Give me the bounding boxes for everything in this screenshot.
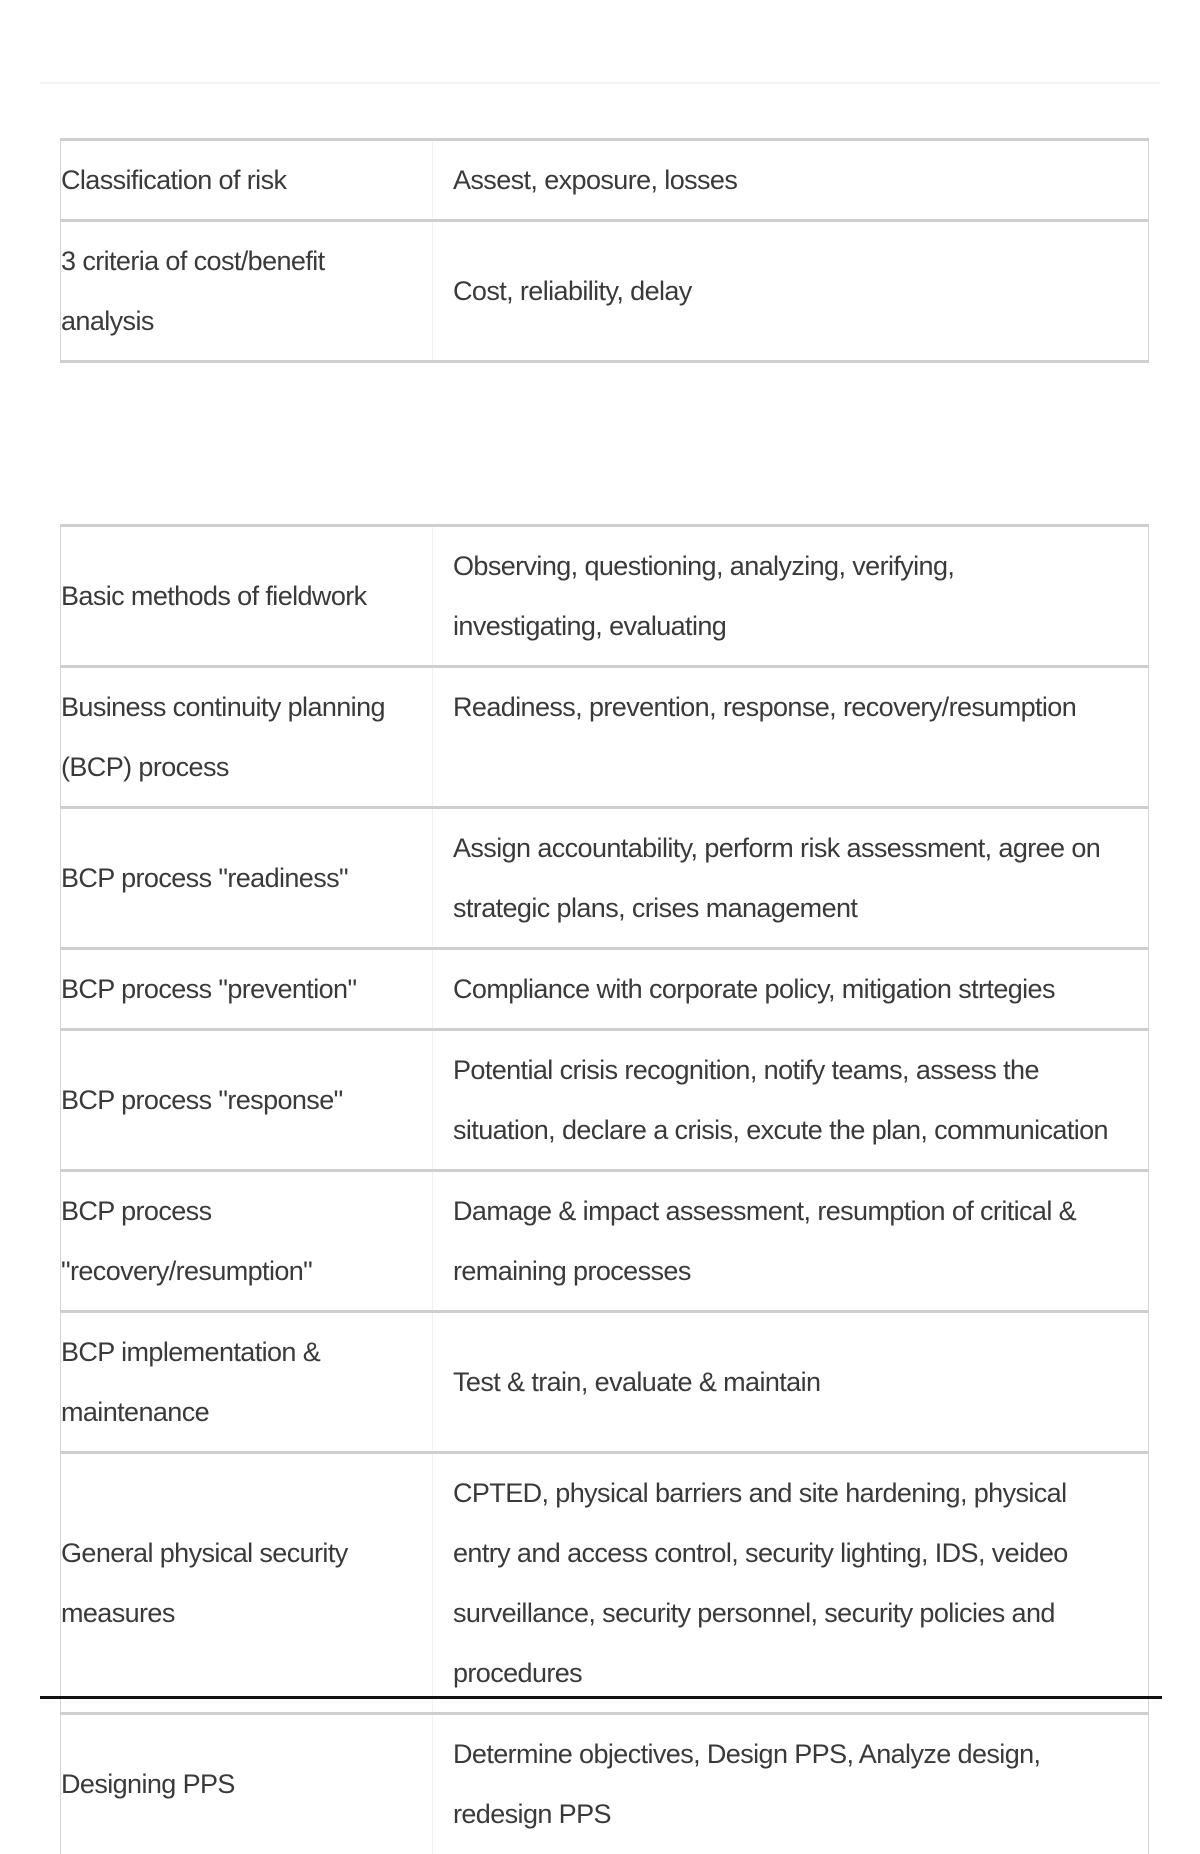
definition-cell: Cost, reliability, delay [433,221,1149,362]
table-row [61,526,1149,667]
term-cell: BCP process "prevention" [61,949,433,1030]
table-row [61,1714,1149,1854]
table-row [61,1030,1149,1171]
table-row [61,221,1149,362]
definition-cell: Observing, questioning, analyzing, verifying, investigating, evaluating [433,526,1149,667]
term-cell: Basic methods of fieldwork [61,526,433,667]
definition-cell: Assign accountability, perform risk assessment, agree on strategic plans, crises management [433,808,1149,949]
table-row [61,667,1149,808]
term-cell: 3 criteria of cost/benefit analysis [61,221,433,362]
table-row [61,808,1149,949]
definition-cell: Test & train, evaluate & maintain [433,1312,1149,1453]
term-cell: Designing PPS [61,1714,433,1854]
term-cell: Business continuity planning (BCP) process [61,667,433,808]
flashcard-table-1 [60,138,1149,363]
table-row [61,140,1149,221]
term-cell: General physical security measures [61,1453,433,1714]
top-divider [40,82,1160,84]
table-row [61,1171,1149,1312]
term-cell: BCP implementation & maintenance [61,1312,433,1453]
table-row [61,1453,1149,1714]
definition-cell: Determine objectives, Design PPS, Analyze design, redesign PPS [433,1714,1149,1854]
term-cell: BCP process "readiness" [61,808,433,949]
bottom-divider [40,1696,1162,1699]
definition-cell: CPTED, physical barriers and site hardening, physical entry and access control, security lighting, IDS, veideo surveillance, security personnel, security policies and procedures [433,1453,1149,1714]
term-cell: Classification of risk [61,140,433,221]
term-cell: BCP process "recovery/resumption" [61,1171,433,1312]
definition-cell: Compliance with corporate policy, mitigation strtegies [433,949,1149,1030]
table-row [61,1312,1149,1453]
term-cell: BCP process "response" [61,1030,433,1171]
definition-cell: Assest, exposure, losses [433,140,1149,221]
table-row [61,949,1149,1030]
flashcard-table-2 [60,524,1149,1854]
definition-cell: Damage & impact assessment, resumption of critical & remaining processes [433,1171,1149,1312]
definition-cell: Readiness, prevention, response, recovery/resumption [433,667,1149,808]
definition-cell: Potential crisis recognition, notify teams, assess the situation, declare a crisis, excute the plan, communication [433,1030,1149,1171]
